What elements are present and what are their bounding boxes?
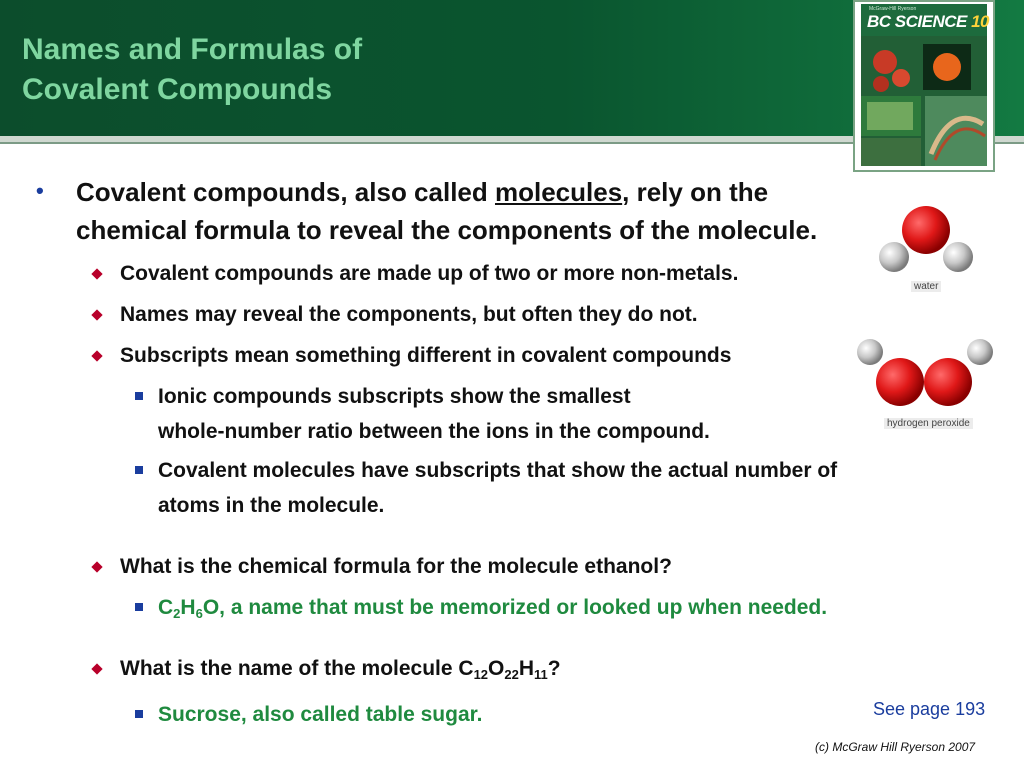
see-page-reference: See page 193 <box>873 699 986 719</box>
bullet-main-text-end: , rely on the <box>622 177 769 207</box>
water-label: water <box>911 281 941 292</box>
sub-bullet-2: Names may reveal the components, but often they do not. <box>120 303 698 326</box>
hydrogen-atom <box>857 339 883 365</box>
textbook-cover <box>853 0 995 172</box>
cover-sun <box>933 53 961 81</box>
question-ethanol: What is the chemical formula for the molecule ethanol? <box>120 555 672 578</box>
square-bullet-icon <box>135 603 143 611</box>
answer-ethanol: $C_2H_6O$, a name that must be memorized or looked up when needed. <box>158 596 828 621</box>
sub-bullet-1: Covalent compounds are made up of two or more non-metals. <box>120 262 739 285</box>
square-bullet-icon <box>135 466 143 474</box>
cover-berry <box>873 50 897 74</box>
diamond-bullet-icon <box>91 561 102 572</box>
sub-sub-bullet-2-line-2: atoms in the molecule. <box>158 494 385 517</box>
bullet-main-line-1 <box>76 172 768 212</box>
sub-sub-bullet-2-line-1: Covalent molecules have subscripts that show the actual number of <box>158 459 838 482</box>
cover-grade: 10 <box>971 12 990 31</box>
sub-sub-bullet-1-line-2: whole-number ratio between the ions in the compound. <box>158 420 710 443</box>
bullet-dot: • <box>36 178 44 203</box>
cover-brand-name: BC SCIENCE <box>867 12 967 31</box>
water-molecule-model <box>874 200 974 285</box>
oxygen-atom <box>876 358 924 406</box>
cover-publisher: McGraw-Hill Ryerson <box>869 6 917 12</box>
bullet-main-line-2: chemical formula to reveal the components of the molecule. <box>76 215 818 245</box>
cover-collage <box>861 4 990 166</box>
title-line-1: Names and Formulas of <box>22 33 363 66</box>
hydrogen-peroxide-model <box>850 336 1000 416</box>
bullet-main-text: Covalent compounds, also called <box>76 177 495 207</box>
oxygen-atom <box>924 358 972 406</box>
slide-title <box>22 30 362 110</box>
hydrogen-atom <box>943 242 973 272</box>
title-line-2: Covalent Compounds <box>22 73 333 106</box>
sub-bullet-3: Subscripts mean something different in covalent compounds <box>120 344 732 367</box>
copyright-notice: (c) McGraw Hill Ryerson 2007 <box>815 740 976 754</box>
diamond-bullet-icon <box>91 309 102 320</box>
hydrogen-peroxide-label: hydrogen peroxide <box>884 418 973 429</box>
cover-artwork <box>861 4 990 166</box>
answer-sucrose: Sucrose, also called table sugar. <box>158 703 483 726</box>
hydrogen-atom <box>967 339 993 365</box>
oxygen-atom <box>902 206 950 254</box>
square-bullet-icon <box>135 392 143 400</box>
molecules-term: molecules <box>494 177 623 207</box>
sub-sub-bullet-1-line-1: Ionic compounds subscripts show the smallest <box>158 385 631 408</box>
diamond-bullet-icon <box>91 350 102 361</box>
question-sucrose: What is the name of the molecule $C_{12}O_{22}H_{11}$? <box>120 657 561 682</box>
hydrogen-atom <box>879 242 909 272</box>
diamond-bullet-icon <box>91 268 102 279</box>
square-bullet-icon <box>135 710 143 718</box>
diamond-bullet-icon <box>91 663 102 674</box>
